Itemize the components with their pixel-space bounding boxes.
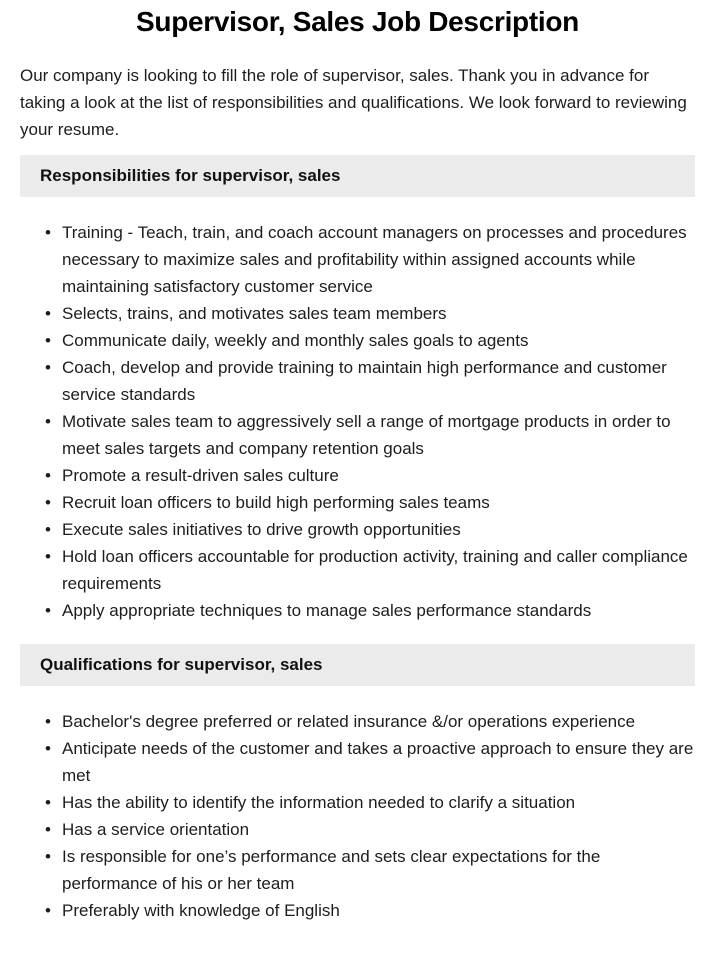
list-item: • Execute sales initiatives to drive growth opportunities: [62, 516, 695, 543]
list-item: • Preferably with knowledge of English: [62, 897, 695, 924]
list-item: • Hold loan officers accountable for production activity, training and caller compliance requirements: [62, 543, 695, 597]
list-item: • Promote a result-driven sales culture: [62, 462, 695, 489]
list-item: • Motivate sales team to aggressively sell a range of mortgage products in order to meet sales targets and company retention goals: [62, 408, 695, 462]
list-item: • Selects, trains, and motivates sales team members: [62, 300, 695, 327]
list-item: • Bachelor's degree preferred or related insurance &/or operations experience: [62, 708, 695, 735]
section-heading-qualifications: Qualifications for supervisor, sales: [40, 655, 323, 674]
responsibilities-list: [20, 219, 695, 624]
section-header-responsibilities: [20, 155, 695, 197]
list-item: • Anticipate needs of the customer and takes a proactive approach to ensure they are met: [62, 735, 695, 789]
list-item: • Communicate daily, weekly and monthly sales goals to agents: [62, 327, 695, 354]
list-item: • Has a service orientation: [62, 816, 695, 843]
intro-paragraph: Our company is looking to fill the role of supervisor, sales. Thank you in advance for taking a look at the list of responsibilities and qualifications. We look forward to reviewing your resume.: [20, 66, 687, 139]
section-heading-responsibilities: Responsibilities for supervisor, sales: [40, 166, 341, 185]
section-header-qualifications: [20, 644, 695, 686]
list-item: • Training - Teach, train, and coach account managers on processes and procedures necessary to maximize sales and profitability within assigned accounts while maintaining satisfactory customer service: [62, 219, 695, 300]
qualifications-list: [20, 708, 695, 924]
list-item: • Recruit loan officers to build high performing sales teams: [62, 489, 695, 516]
list-item: • Has the ability to identify the information needed to clarify a situation: [62, 789, 695, 816]
list-item: • Is responsible for one’s performance and sets clear expectations for the performance of his or her team: [62, 843, 695, 897]
list-item: • Apply appropriate techniques to manage sales performance standards: [62, 597, 695, 624]
page-title: Supervisor, Sales Job Description: [136, 6, 579, 37]
list-item: • Coach, develop and provide training to maintain high performance and customer service standards: [62, 354, 695, 408]
